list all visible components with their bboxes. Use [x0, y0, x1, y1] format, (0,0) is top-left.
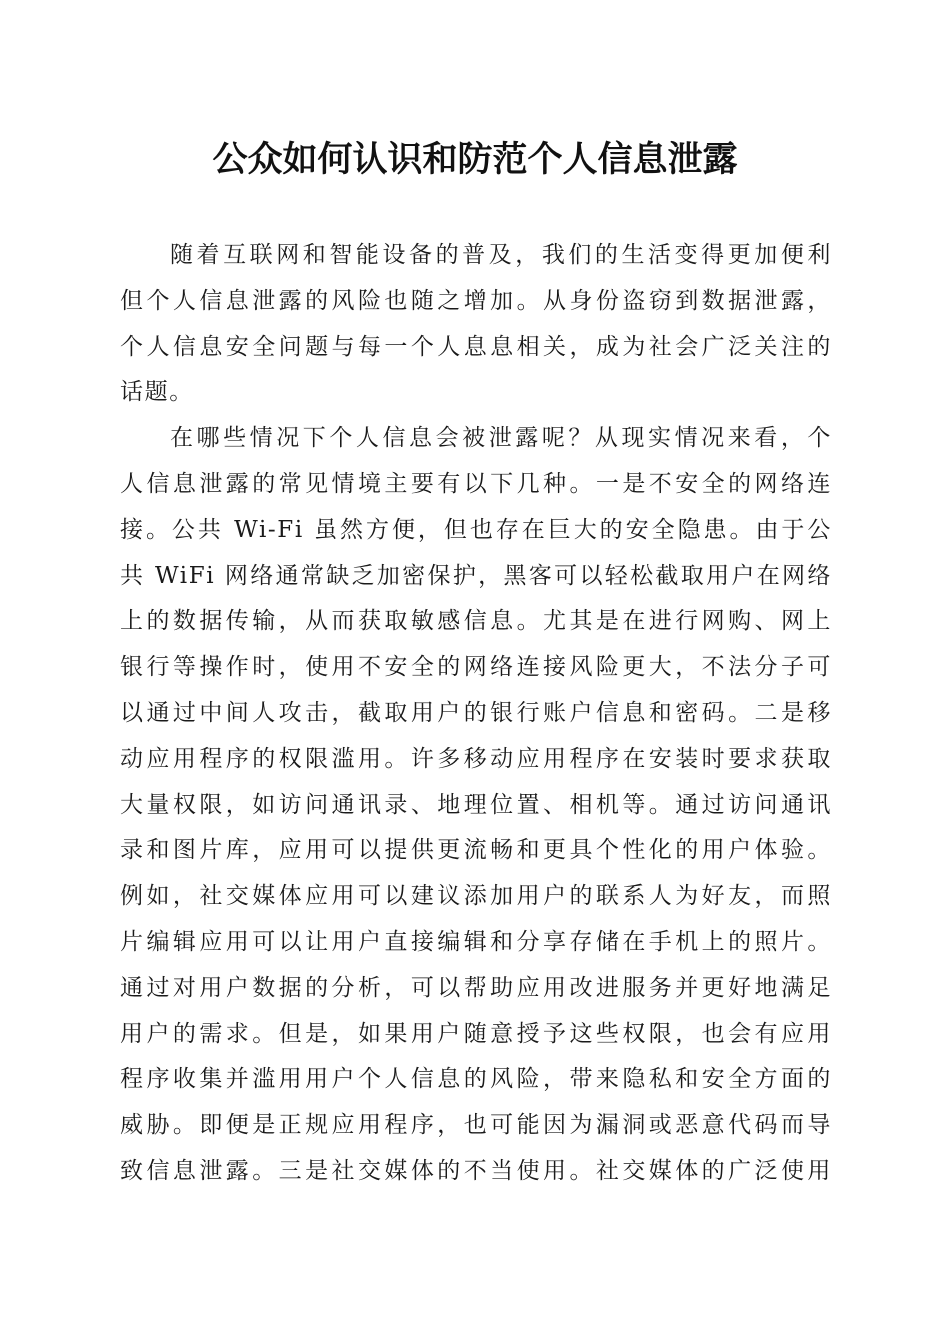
paragraph-line: 录和图片库，应用可以提供更流畅和更具个性化的用户体验。	[120, 837, 832, 864]
paragraph-line: 片编辑应用可以让用户直接编辑和分享存储在手机上的照片。	[120, 928, 832, 955]
paragraph-line: 接。公共 Wi-Fi 虽然方便，但也存在巨大的安全隐患。由于公	[120, 516, 832, 543]
paragraph-line: 个人信息安全问题与每一个人息息相关，成为社会广泛关注的	[120, 333, 832, 360]
paragraph-line: 致信息泄露。三是社交媒体的不当使用。社交媒体的广泛使用	[120, 1157, 832, 1184]
paragraph-line: 程序收集并滥用用户个人信息的风险，带来隐私和安全方面的	[120, 1066, 832, 1093]
paragraph-line: 但个人信息泄露的风险也随之增加。从身份盗窃到数据泄露，	[120, 287, 832, 314]
paragraph-line: 通过对用户数据的分析，可以帮助应用改进服务并更好地满足	[120, 974, 832, 1001]
paragraph-line: 人信息泄露的常见情境主要有以下几种。一是不安全的网络连	[120, 470, 832, 497]
paragraph-line: 话题。	[120, 379, 194, 406]
paragraph-line: 随着互联网和智能设备的普及，我们的生活变得更加便利	[170, 242, 832, 268]
paragraph-line: 动应用程序的权限滥用。许多移动应用程序在安装时要求获取	[120, 745, 832, 772]
paragraph-line: 在哪些情况下个人信息会被泄露呢？从现实情况来看，个	[170, 425, 832, 452]
document-title: 公众如何认识和防范个人信息泄露	[212, 139, 738, 180]
paragraph-line: 共 WiFi 网络通常缺乏加密保护，黑客可以轻松截取用户在网络	[120, 562, 832, 589]
paragraph-line: 例如，社交媒体应用可以建议添加用户的联系人为好友，而照	[120, 883, 832, 910]
paragraph-line: 以通过中间人攻击，截取用户的银行账户信息和密码。二是移	[120, 699, 832, 726]
paragraph-line: 上的数据传输，从而获取敏感信息。尤其是在进行网购、网上	[120, 608, 832, 635]
paragraph-line: 威胁。即便是正规应用程序，也可能因为漏洞或恶意代码而导	[120, 1112, 832, 1139]
paragraph-1	[120, 233, 832, 416]
paragraph-line: 银行等操作时，使用不安全的网络连接风险更大，不法分子可	[120, 654, 832, 681]
paragraph-line: 用户的需求。但是，如果用户随意授予这些权限，也会有应用	[120, 1020, 832, 1047]
paragraph-2	[120, 416, 832, 1195]
document-body	[120, 233, 832, 1195]
paragraph-line: 大量权限，如访问通讯录、地理位置、相机等。通过访问通讯	[120, 791, 832, 818]
